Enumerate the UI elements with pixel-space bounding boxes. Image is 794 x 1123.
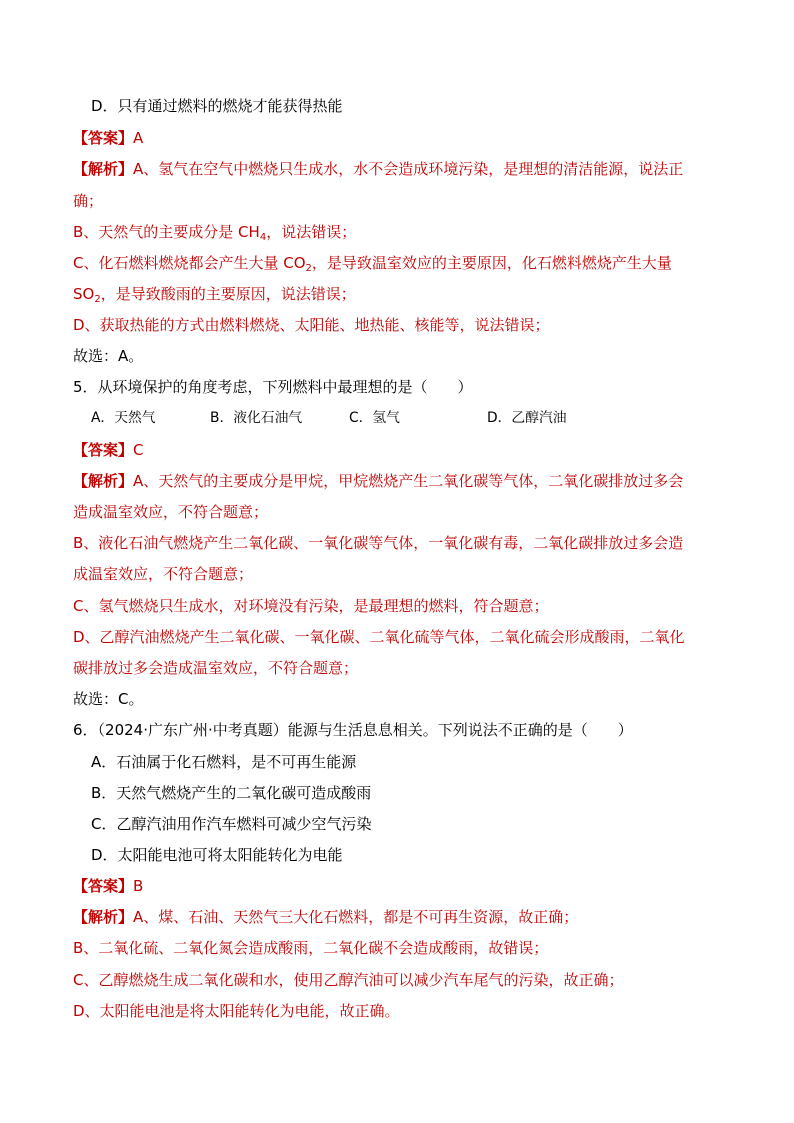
q5-stem: 5．从环境保护的角度考虑，下列燃料中最理想的是（ ） (73, 378, 473, 396)
q5-option-d: D．乙醇汽油 (487, 410, 567, 426)
q6-analysis-2: B、二氧化硫、二氧化氮会造成酸雨，二氧化碳不会造成酸雨，故错误； (73, 939, 549, 957)
analysis-tag: 【解析】 (73, 160, 134, 178)
q5-analysis-2b: 成温室效应，不符合题意； (73, 565, 254, 583)
q4-option-d: D．只有通过燃料的燃烧才能获得热能 (91, 97, 343, 115)
q5-option-c: C．氢气 (349, 410, 400, 426)
q5-analysis-4a: D、乙醇汽油燃烧产生二氧化碳、一氧化碳、二氧化硫等气体，二氧化硫会形成酸雨，二氧化 (73, 628, 685, 646)
answer-value: A (133, 129, 144, 147)
q5-analysis-4b: 碳排放过多会造成温室效应，不符合题意； (73, 659, 359, 677)
q6-answer (73, 876, 143, 896)
q5-option-b: B．液化石油气 (210, 410, 303, 426)
q6-option-c: C．乙醇汽油用作汽车燃料可减少空气污染 (91, 815, 372, 833)
answer-value: C (133, 441, 144, 459)
analysis-tag: 【解析】 (73, 472, 134, 490)
answer-tag: 【答案】 (73, 441, 134, 459)
q6-stem: 6．（2024·广东广州·中考真题）能源与生活息息相关。下列说法不正确的是（ ） (73, 721, 633, 739)
q4-analysis-2: B、天然气的主要成分是 $CH_4$，说法错误； (73, 223, 357, 243)
q5-conclusion: 故选：C。 (73, 690, 144, 708)
answer-tag: 【答案】 (73, 877, 134, 895)
q4-analysis-1a: 【解析】A、氢气在空气中燃烧只生成水，水不会造成环境污染，是理想的清洁能源，说法正 (73, 160, 684, 178)
q4-analysis-4: D、获取热能的方式由燃料燃烧、太阳能、地热能、核能等，说法错误； (73, 316, 550, 334)
q6-analysis-4: D、太阳能电池是将太阳能转化为电能，故正确。 (73, 1002, 400, 1020)
q6-option-a: A．石油属于化石燃料，是不可再生能源 (91, 753, 357, 771)
q5-option-a: A．天然气 (91, 410, 156, 426)
q5-options (0, 408, 794, 428)
q4-analysis-3a: C、化石燃料燃烧都会产生大量 $CO_2$，是导致温室效应的主要原因，化石燃料燃烧产生大量 (73, 254, 672, 274)
q5-analysis-2a: B、液化石油气燃烧产生二氧化碳、一氧化碳等气体，一氧化碳有毒，二氧化碳排放过多会造 (73, 534, 684, 552)
q5-analysis-3: C、氢气燃烧只生成水，对环境没有污染，是最理想的燃料，符合题意； (73, 597, 549, 615)
analysis-tag: 【解析】 (73, 908, 134, 926)
q4-analysis-1b: 确； (73, 192, 104, 210)
q4-answer (73, 128, 143, 148)
answer-tag: 【答案】 (73, 129, 134, 147)
q6-analysis-1: 【解析】A、煤、石油、天然气三大化石燃料，都是不可再生资源，故正确； (73, 908, 579, 926)
q5-answer (73, 440, 144, 460)
q5-analysis-1b: 造成温室效应，不符合题意； (73, 503, 269, 521)
q5-analysis-1a: 【解析】A、天然气的主要成分是甲烷，甲烷燃烧产生二氧化碳等气体，二氧化碳排放过多会 (73, 472, 684, 490)
answer-value: B (133, 877, 144, 895)
q6-option-d: D．太阳能电池可将太阳能转化为电能 (91, 846, 343, 864)
q6-option-b: B．天然气燃烧产生的二氧化碳可造成酸雨 (91, 784, 372, 802)
q4-analysis-3b: $SO_2$，是导致酸雨的主要原因，说法错误； (73, 285, 356, 305)
q6-analysis-3: C、乙醇燃烧生成二氧化碳和水，使用乙醇汽油可以减少汽车尾气的污染，故正确； (73, 971, 624, 989)
q4-conclusion: 故选：A。 (73, 347, 144, 365)
